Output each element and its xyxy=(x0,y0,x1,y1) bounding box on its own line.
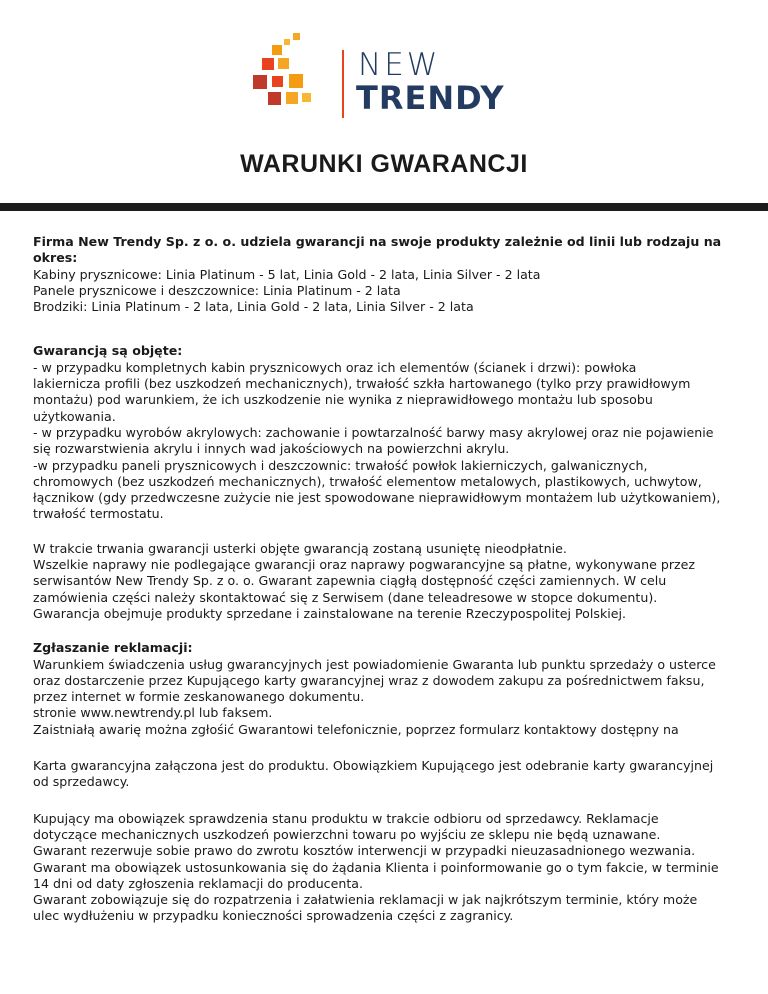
covered-line: -w przypadku paneli prysznicowych i deszczownic: trwałość powłok lakierniczych, galwanicznych, xyxy=(33,457,648,473)
claims-line: Zaistniałą awarię można zgłośić Gwarantowi telefonicznie, poprzez formularz kontaktowy dostępny na xyxy=(33,721,679,737)
covered-heading: Gwarancją są objęte: xyxy=(33,343,183,359)
claims-line: przez internet w formie zeskanowanego dokumentu. xyxy=(33,689,365,705)
covered-line: łącznikow (gdy przedwczesne zużycie nie jest spowodowane nieprawidłowym montażem lub użytkowaniem), xyxy=(33,490,721,506)
duties-line: ulec wydłużeniu w przypadku konieczności sprowadzenia części z zagranicy. xyxy=(33,908,514,924)
duties-line: Gwarant ma obowiązek ustosunkowania się do żądania Klienta i poinformowanie go o tym fakcie, w terminie xyxy=(33,859,719,875)
title-divider xyxy=(0,203,768,211)
intro-line: Brodziki: Linia Platinum - 2 lata, Linia Gold - 2 lata, Linia Silver - 2 lata xyxy=(33,299,474,315)
duties-line: Kupujący ma obowiązek sprawdzenia stanu produktu w trakcie odbioru od sprzedawcy. Reklamacje xyxy=(33,810,659,826)
intro-line: Panele prysznicowe i deszczownice: Linia Platinum - 2 lata xyxy=(33,282,401,298)
intro-line: Kabiny prysznicowe: Linia Platinum - 5 lat, Linia Gold - 2 lata, Linia Silver - 2 lata xyxy=(33,266,541,282)
duties-line: Gwarant zobowiązuje się do rozpatrzenia i załatwienia reklamacji w jak najkrótszym terminie, który może xyxy=(33,892,698,908)
duties-line: 14 dni od daty zgłoszenia reklamacji do producenta. xyxy=(33,875,363,891)
covered-line: użytkowania. xyxy=(33,408,116,424)
page-title: WARUNKI GWARANCJI xyxy=(240,150,528,178)
claims-line: oraz dostarczenie przez Kupującego karty gwarancyjnej wraz z dowodem zakupu za pośrednictwem faksu, xyxy=(33,672,705,688)
card-line: Karta gwarancyjna załączona jest do produktu. Obowiązkiem Kupującego jest odebranie karty gwarancyjnej xyxy=(33,758,714,774)
card-line: od sprzedawcy. xyxy=(33,774,130,790)
claims-line: stronie www.newtrendy.pl lub faksem. xyxy=(33,705,273,721)
covered-line: się rozwarstwienia akrylu i innych wad jakościowych na powierzchni akrylu. xyxy=(33,441,510,457)
covered-line: - w przypadku wyrobów akrylowych: zachowanie i powtarzalność barwy masy akrylowej oraz nie pojawienie xyxy=(33,424,714,440)
claims-line: Warunkiem świadczenia usług gwarancyjnych jest powiadomienie Gwaranta lub punktu sprzedaży o usterce xyxy=(33,656,716,672)
document-body xyxy=(33,234,745,925)
repairs-line: W trakcie trwania gwarancji usterki objęte gwarancją zostaną usuniętę nieodpłatnie. xyxy=(33,540,567,556)
covered-line: - w przypadku kompletnych kabin prysznicowych oraz ich elementów (ścianek i drzwi): powłoka xyxy=(33,359,637,375)
duties-line: Gwarant rezerwuje sobie prawo do zwrotu kosztów interwencji w przypadki nieuzasadnionego wezwania. xyxy=(33,843,696,859)
repairs-line: serwisantów New Trendy Sp. z o. o. Gwarant zapewnia ciągłą dostępność części zamiennych. W celu xyxy=(33,573,667,589)
covered-line: montażu) pod warunkiem, że ich uszkodzenie nie wynika z nieprawidłowego montażu lub sposobu xyxy=(33,392,653,408)
brand-line-trendy: TRENDY xyxy=(356,79,505,117)
intro-heading: Firma New Trendy Sp. z o. o. udziela gwarancji na swoje produkty zależnie od linii lub rodzaju na okres: xyxy=(33,234,722,266)
new-trendy-logo-icon xyxy=(240,30,330,110)
repairs-line: zamówienia części należy skontaktować się z Serwisem (dane teleadresowe w stopce dokumentu). xyxy=(33,589,658,605)
brand-line-new: NEW xyxy=(358,47,441,83)
repairs-line: Gwarancja obejmuje produkty sprzedane i zainstalowane na terenie Rzeczypospolitej Polskiej. xyxy=(33,605,626,621)
brand-separator xyxy=(342,50,344,118)
repairs-line: Wszelkie naprawy nie podlegające gwarancji oraz naprawy pogwarancyjne są płatne, wykonywane przez xyxy=(33,557,695,573)
covered-line: lakiernicza profili (bez uszkodzeń mechanicznych), trwałość szkła hartowanego (tylko przy prawidłowym xyxy=(33,376,691,392)
duties-line: dotyczące mechanicznych uszkodzeń powierzchni towaru po wyjściu ze sklepu nie będą uznawane. xyxy=(33,826,661,842)
covered-line: trwałość termostatu. xyxy=(33,506,164,522)
claims-heading: Zgłaszanie reklamacji: xyxy=(33,640,193,656)
covered-line: chromowych (bez uszkodzeń mechanicznych), trwałość elementow metalowych, plastikowych, uchwytow, xyxy=(33,473,702,489)
header-logo xyxy=(0,0,768,140)
